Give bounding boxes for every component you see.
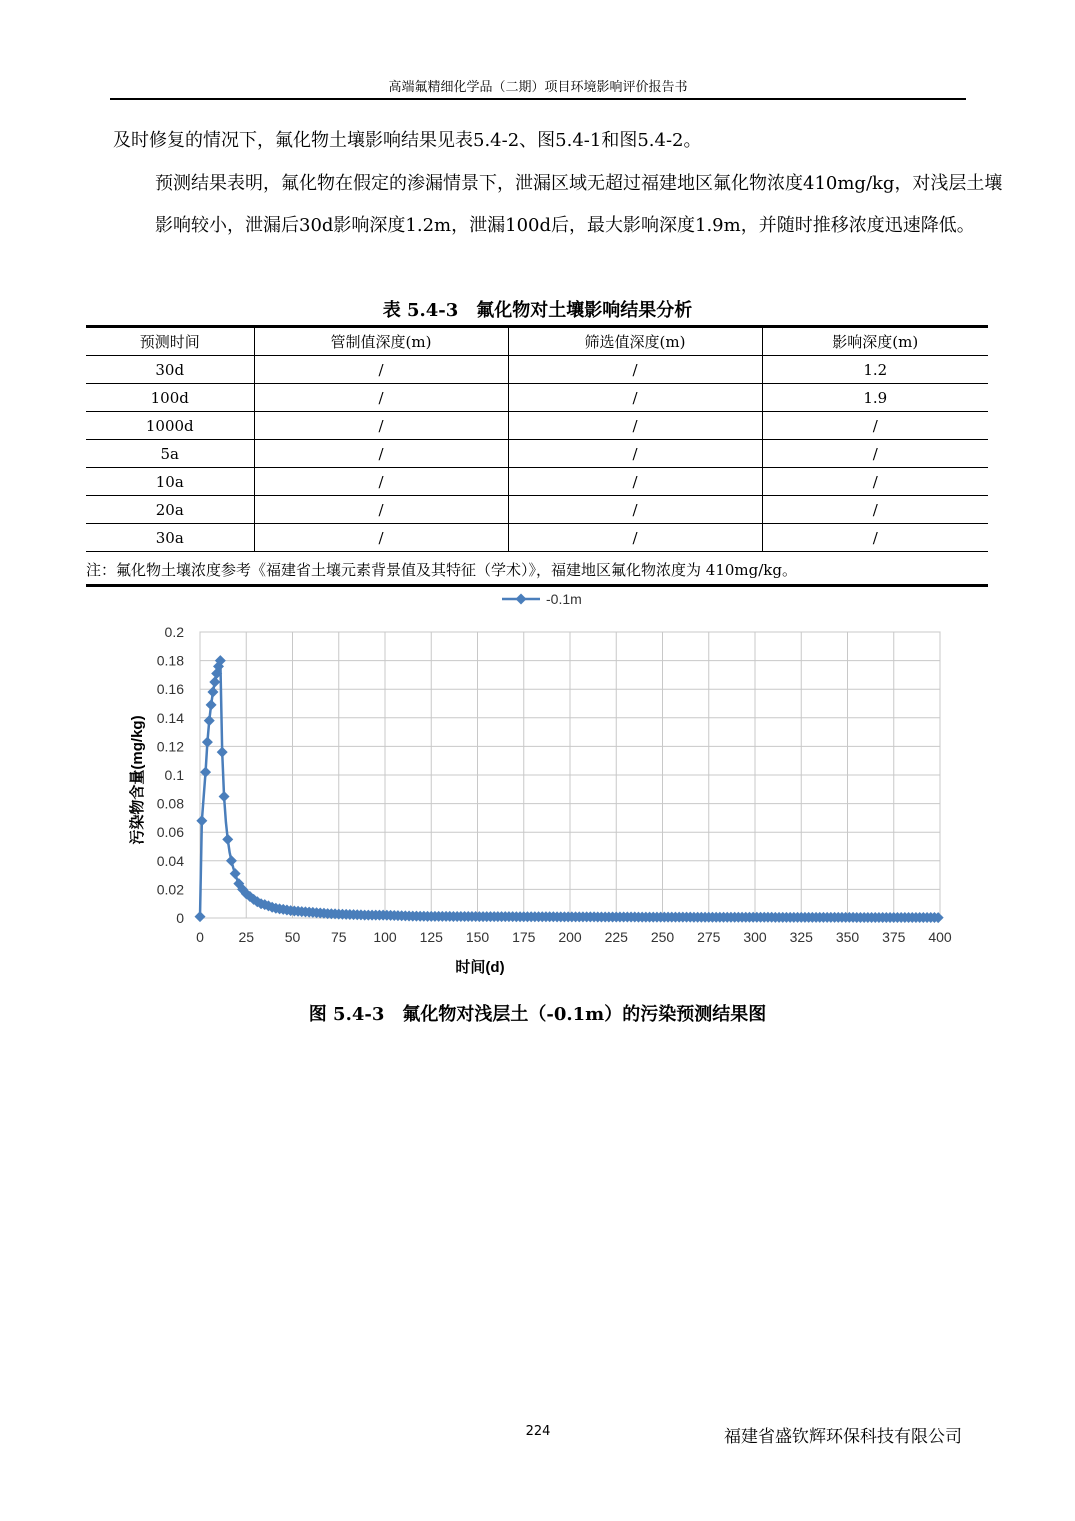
y-tick-label: 0.04 xyxy=(156,852,184,869)
table-cell: 1.9 xyxy=(762,384,988,412)
x-tick-label: 400 xyxy=(928,929,952,945)
legend-marker xyxy=(516,594,527,605)
table-cell: / xyxy=(508,524,762,552)
table-row xyxy=(86,468,988,496)
table-cell: 100d xyxy=(86,384,254,412)
x-tick-label: 225 xyxy=(604,929,628,945)
table-cell: / xyxy=(254,496,508,524)
table-row xyxy=(86,384,988,412)
paragraph-1: 及时修复的情况下，氟化物土壤影响结果见表5.4-2、图5.4-1和图5.4-2。 xyxy=(113,130,702,151)
table-cell: / xyxy=(254,440,508,468)
table-cell: / xyxy=(254,524,508,552)
table-cell: 30d xyxy=(86,356,254,384)
table-cell: 1000d xyxy=(86,412,254,440)
table-header-cell: 管制值深度(m) xyxy=(254,327,508,356)
x-tick-label: 125 xyxy=(419,929,443,945)
y-tick-label: 0.12 xyxy=(156,738,184,755)
table-cell: 10a xyxy=(86,468,254,496)
table-row xyxy=(86,356,988,384)
table-row xyxy=(86,524,988,552)
table-row xyxy=(86,412,988,440)
legend-label: -0.1m xyxy=(546,591,582,607)
y-tick-label: 0.06 xyxy=(156,824,184,841)
table-cell: / xyxy=(508,440,762,468)
table-header-cell: 筛选值深度(m) xyxy=(508,327,762,356)
x-tick-label: 25 xyxy=(238,929,255,945)
x-tick-label: 175 xyxy=(512,929,536,945)
table-cell: / xyxy=(254,412,508,440)
y-tick-label: 0.14 xyxy=(156,709,184,726)
header-divider xyxy=(110,98,966,100)
table-row xyxy=(86,440,988,468)
table-cell: / xyxy=(254,356,508,384)
x-tick-label: 325 xyxy=(789,929,813,945)
x-tick-label: 375 xyxy=(882,929,906,945)
y-axis-title: 污染物含量(mg/kg) xyxy=(129,715,146,845)
x-tick-label: 200 xyxy=(558,929,582,945)
figure-caption: 图 5.4-3 氟化物对浅层土（-0.1m）的污染预测结果图 xyxy=(308,1004,767,1025)
x-tick-label: 300 xyxy=(743,929,767,945)
table-cell: / xyxy=(254,468,508,496)
table-cell: / xyxy=(508,468,762,496)
table-cell: / xyxy=(254,384,508,412)
table-cell: / xyxy=(762,412,988,440)
chart xyxy=(110,586,970,986)
y-tick-label: 0 xyxy=(176,910,184,926)
table-cell: / xyxy=(762,524,988,552)
table-cell: 30a xyxy=(86,524,254,552)
table-cell: 5a xyxy=(86,440,254,468)
result-table xyxy=(86,325,988,552)
page-number: 224 xyxy=(525,1424,551,1439)
y-tick-label: 0.08 xyxy=(156,795,184,812)
x-tick-label: 75 xyxy=(330,929,347,945)
x-tick-label: 0 xyxy=(196,929,204,945)
table-note: 注：氟化物土壤浓度参考《福建省土壤元素背景值及其特征（学术）》，福建地区氟化物浓度为 410mg/kg。 xyxy=(86,556,988,587)
y-tick-label: 0.2 xyxy=(164,624,184,640)
x-tick-label: 275 xyxy=(697,929,721,945)
table-cell: / xyxy=(508,496,762,524)
table-row xyxy=(86,496,988,524)
table-cell: / xyxy=(508,356,762,384)
y-tick-label: 0.02 xyxy=(156,881,184,898)
table-cell: 20a xyxy=(86,496,254,524)
x-axis-title: 时间(d) xyxy=(455,959,505,976)
company-name: 福建省盛钦辉环保科技有限公司 xyxy=(724,1427,962,1447)
paragraph-2: 预测结果表明，氟化物在假定的渗漏情景下，泄漏区域无超过福建地区氟化物浓度410mg/kg，对浅层土壤影响较小，泄漏后30d影响深度1.2m，泄漏100d后，最大影响深度1.9m，并随时推移浓度迅速降低。 xyxy=(155,173,1003,236)
x-tick-label: 250 xyxy=(650,929,675,945)
x-tick-label: 100 xyxy=(373,929,397,945)
y-tick-label: 0.18 xyxy=(156,652,184,669)
table-header-cell: 影响深度(m) xyxy=(762,327,988,356)
chart-svg xyxy=(110,586,970,986)
table-header-row xyxy=(86,327,988,356)
table-cell: / xyxy=(508,384,762,412)
table-cell: / xyxy=(762,496,988,524)
table-cell: / xyxy=(762,468,988,496)
x-tick-label: 350 xyxy=(835,929,860,945)
table-header-cell: 预测时间 xyxy=(86,327,254,356)
report-header: 高端氟精细化学品（二期）项目环境影响评价报告书 xyxy=(388,80,688,95)
table-title: 表 5.4-3 氟化物对土壤影响结果分析 xyxy=(382,300,693,321)
table-cell: / xyxy=(762,440,988,468)
y-tick-label: 0.16 xyxy=(156,681,184,698)
x-tick-label: 50 xyxy=(284,929,301,945)
table-cell: / xyxy=(508,412,762,440)
table-cell: 1.2 xyxy=(762,356,988,384)
y-tick-label: 0.1 xyxy=(164,767,184,783)
x-tick-label: 150 xyxy=(465,929,490,945)
